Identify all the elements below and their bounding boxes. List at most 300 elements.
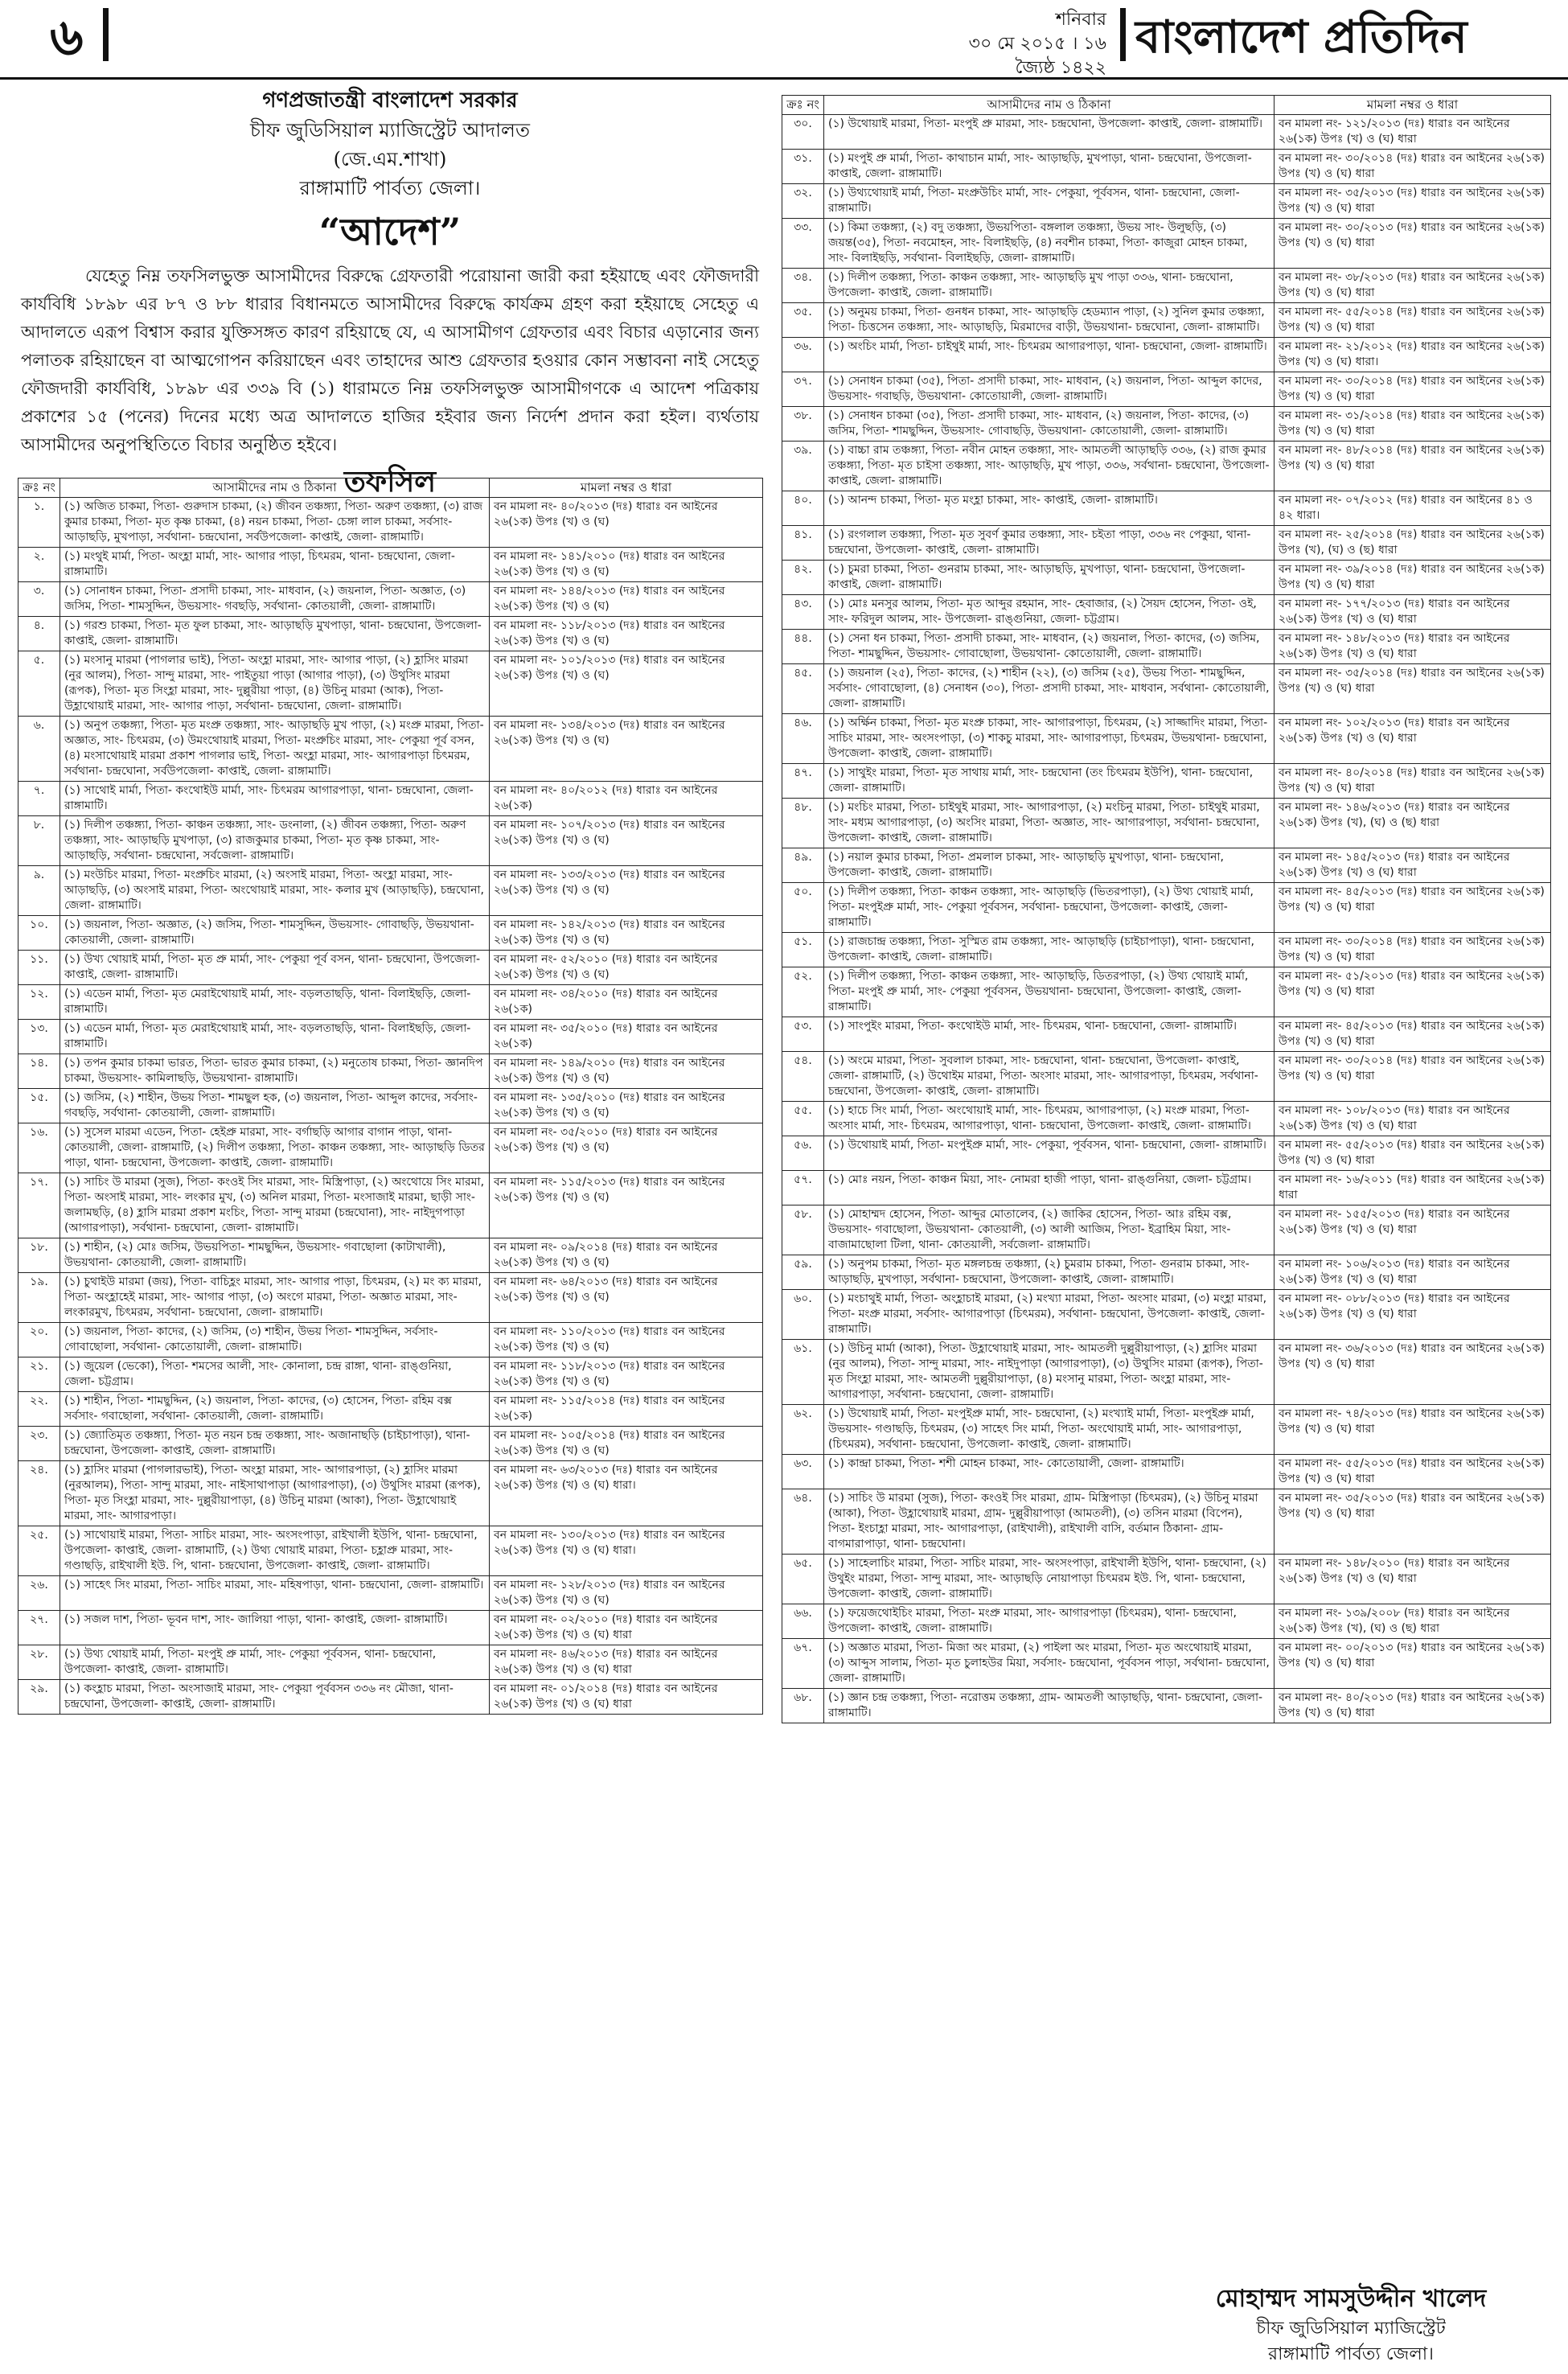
case-cell: বন মামলা নং- ১৫৫/২০১৩ (দঃ) ধারাঃ বন আইনের ২৬(১ক) উপঃ (খ) ও (ঘ) ধারা <box>1275 1205 1551 1255</box>
serial-cell: ৩৪. <box>782 269 824 303</box>
table-row <box>18 916 763 951</box>
serial-cell: ৩৫. <box>782 303 824 338</box>
table-row <box>18 717 763 782</box>
case-cell: বন মামলা নং- ১২৮/২০১৩ (দঃ) ধারাঃ বন আইনের ২৬(১ক) উপঃ (খ) ও (ঘ) <box>490 1576 763 1611</box>
table-row <box>18 1576 763 1611</box>
signatory-title: চীফ জুডিসিয়াল ম্যাজিস্ট্রেট <box>1256 2319 1446 2339</box>
table-row <box>18 1173 763 1238</box>
table-row <box>782 630 1551 664</box>
serial-cell: ৪৮. <box>782 799 824 848</box>
case-cell: বন মামলা নং- ১৪৫/২০১৩ (দঃ) ধারাঃ বন আইনের ২৬(১ক) উপঃ (খ) ও (ঘ) ধারা <box>1275 848 1551 883</box>
serial-cell: ৪৯. <box>782 848 824 883</box>
case-cell: বন মামলা নং- ৩৪/২০১০ (দঃ) ধারাঃ বন আইনের ২৬(১ক) <box>490 985 763 1020</box>
serial-cell: ৪. <box>18 617 60 651</box>
case-cell: বন মামলা নং- ১৩৯/২০০৮ (দঃ) ধারাঃ বন আইনের ২৬(১ক) উপঃ (খ), (ঘ) ও (ছ) ধারা <box>1275 1604 1551 1639</box>
left-schedule-table <box>18 478 762 1715</box>
accused-cell: (১) গরশু চাকমা, পিতা- মৃত ফুল চাকমা, সাং- আড়াছড়ি মুখপাড়া, থানা- চন্দ্রঘোনা, উপজেলা- কাপ্তাই, জেলা- রাঙ্গামাটি। <box>60 617 490 651</box>
accused-cell: (১) এডেন মার্মা, পিতা- মৃত মেরাইথোয়াই মার্মা, সাং- বড়লতাছড়ি, থানা- বিলাইছড়ি, জেলা- রাঙ্গামাটি। <box>60 1020 490 1054</box>
case-cell: বন মামলা নং- ২১/২০১২ (দঃ) ধারাঃ বন আইনের ২৬(১ক) উপঃ (খ) ও (ঘ) ধারা। <box>1275 338 1551 372</box>
serial-cell: ৭. <box>18 782 60 816</box>
case-cell: বন মামলা নং- ১৭৭/২০১৩ (দঃ) ধারাঃ বন আইনের ২৬(১ক) উপঃ (খ) ও (ঘ) ধারা <box>1275 595 1551 630</box>
case-cell: বন মামলা নং- ১৪২/২০১৩ (দঃ) ধারাঃ বন আইনের ২৬(১ক) উপঃ (খ) ও (ঘ) <box>490 916 763 951</box>
divider-bar <box>1120 8 1126 61</box>
case-cell: বন মামলা নং- ৪৮/২০১৪ (দঃ) ধারাঃ বন আইনের ২৬(১ক) উপঃ (খ) ও (ঘ) ধারা <box>1275 442 1551 491</box>
case-cell: বন মামলা নং- ৬৩/২০১৩ (দঃ) ধারাঃ বন আইনের ২৬(১ক) উপঃ (খ) ও (ঘ) ধারা। <box>490 1461 763 1526</box>
table-row <box>782 1340 1551 1405</box>
case-cell: বন মামলা নং- ৪০/২০১২ (দঃ) ধারাঃ বন আইনের ২৬(১ক) <box>490 782 763 816</box>
case-cell: বন মামলা নং- ৩৯/২০১৪ (দঃ) ধারাঃ বন আইনের ২৬(১ক) উপঃ (খ) ও (ঘ) ধারা <box>1275 561 1551 595</box>
table-row <box>782 1689 1551 1723</box>
case-cell: বন মামলা নং- ৩৫/২০১৪ (দঃ) ধারাঃ বন আইনের ২৬(১ক) উপঃ (খ) ও (ঘ) ধারা <box>1275 664 1551 714</box>
case-cell: বন মামলা নং- ১১৮/২০১৩ (দঃ) ধারাঃ বন আইনের ২৬(১ক) উপঃ (খ) ও (ঘ) <box>490 617 763 651</box>
serial-cell: ৩৮. <box>782 407 824 442</box>
serial-cell: ১৩. <box>18 1020 60 1054</box>
serial-cell: ২৬. <box>18 1576 60 1611</box>
case-cell: বন মামলা নং- ৬৪/২০১৩ (দঃ) ধারাঃ বন আইনের ২৬(১ক) উপঃ (খ) ও (ঘ) <box>490 1273 763 1323</box>
table-row <box>18 1427 763 1461</box>
serial-cell: ১৭. <box>18 1173 60 1238</box>
table-row <box>18 1123 763 1173</box>
table-row <box>18 951 763 985</box>
case-cell: বন মামলা নং- ০১/২০১৪ (দঃ) ধারাঃ বন আইনের ২৬(১ক) উপঃ (খ) ও (ঘ) ধারা <box>490 1680 763 1715</box>
table-row <box>18 1526 763 1576</box>
case-cell: বন মামলা নং- ১৪৮/২০১০ (দঃ) ধারাঃ বন আইনের ২৬(১ক) উপঃ (খ) ও (ঘ) ধারা <box>1275 1555 1551 1604</box>
accused-cell: (১) সাহেৎ সিং মারমা, পিতা- সাচিং মারমা, সাং- মহিষপাড়া, থানা- চন্দ্রঘোনা, জেলা- রাঙ্গামাটি। <box>60 1576 490 1611</box>
table-row <box>782 1136 1551 1171</box>
case-cell: বন মামলা নং- ১৪৪/২০১৩ (দঃ) ধারাঃ বন আইনের ২৬(১ক) উপঃ (খ) ও (ঘ) <box>490 582 763 617</box>
left-table-body <box>18 498 763 1715</box>
serial-cell: ৬৬. <box>782 1604 824 1639</box>
serial-cell: ১. <box>18 498 60 548</box>
case-cell: বন মামলা নং- ১০১/২০১৩ (দঃ) ধারাঃ বন আইনের ২৬(১ক) উপঃ (খ) ও (ঘ) <box>490 651 763 717</box>
case-cell: বন মামলা নং- ০৮৮/২০১৩ (দঃ) ধারাঃ বন আইনের ২৬(১ক) উপঃ (খ) ও (ঘ) ধারা <box>1275 1290 1551 1340</box>
accused-cell: (১) চুমরা চাকমা, পিতা- গুনরাম চাকমা, সাং- আড়াছড়ি, মুখপাড়া, থানা- চন্দ্রঘোনা, উপজেলা- কাপ্তাই, জেলা- রাঙ্গামাটি। <box>824 561 1275 595</box>
serial-cell: ৫৮. <box>782 1205 824 1255</box>
table-row <box>782 372 1551 407</box>
serial-cell: ১০. <box>18 916 60 951</box>
serial-cell: ৬০. <box>782 1290 824 1340</box>
serial-cell: ৪৭. <box>782 764 824 799</box>
table-row <box>782 848 1551 883</box>
accused-cell: (১) অর্ক্ষিন চাকমা, পিতা- মৃত মংপ্রু চাকমা, সাং- আগারপাড়া, চিৎমরম, (২) সাজ্জাদিং মারমা, পিতা- সাচিং মারমা, সাং- অংসংপাড়া, (৩) শাকচু মারমা, সাং- আগারপাড়া, চিৎমরম, উভয়থানা- চন্দ্রঘোনা, উপজেলা- কাপ্তাই, জেলা- রাঙ্গামাটি। <box>824 714 1275 764</box>
serial-cell: ৬৭. <box>782 1639 824 1689</box>
case-cell: বন মামলা নং- ৭৪/২০১৩ (দঃ) ধারাঃ বন আইনের ২৬(১ক) উপঃ (খ) ও (ঘ) ধারা <box>1275 1405 1551 1455</box>
accused-cell: (১) মোঃ নয়ন, পিতা- কাঞ্চন মিয়া, সাং- নোমরা হাজী পাড়া, থানা- রাঙ্গুনিয়া, জেলা- চট্টগ্রাম। <box>824 1171 1275 1205</box>
table-row <box>18 617 763 651</box>
case-cell: বন মামলা নং- ১৪৮/২০১৩ (দঃ) ধারাঃ বন আইনের ২৬(১ক) উপঃ (খ) ও (ঘ) ধারা <box>1275 630 1551 664</box>
accused-cell: (১) মংচিং মারমা, পিতা- চাইথুই মারমা, সাং- আগারপাড়া, (২) মংচিনু মারমা, পিতা- চাইথুই মারমা, সাং- মধ্যম আগারপাড়া, (৩) অংসিং মারমা, পিতা- অজ্ঞাত, সাং- আগারপাড়া, সর্বথানা- চন্দ্রঘোনা, উপজেলা- কাপ্তাই, জেলা- রাঙ্গামাটি। <box>824 799 1275 848</box>
accused-cell: (১) উথোয়াই মারমা, পিতা- মংপুই প্রু মারমা, সাং- চন্দ্রঘোনা, উপজেলা- কাপ্তাই, জেলা- রাঙ্গামাটি। <box>824 115 1275 150</box>
newspaper-logo: বাংলাদেশ প্রতিদিন <box>1135 10 1467 64</box>
accused-cell: (১) জ্ঞান চন্দ্র তঞ্চঙ্গ্যা, পিতা- নরোত্তম তঞ্চঙ্গ্যা, গ্রাম- আমতলী আড়াছড়ি, থানা- চন্দ্রঘোনা, জেলা- রাঙ্গামাটি। <box>824 1689 1275 1723</box>
serial-cell: ২৫. <box>18 1526 60 1576</box>
case-cell: বন মামলা নং- ১৪৬/২০১৩ (দঃ) ধারাঃ বন আইনের ২৬(১ক) উপঃ (খ), (ঘ) ও (ছ) ধারা <box>1275 799 1551 848</box>
table-row <box>18 582 763 617</box>
table-row <box>782 1255 1551 1290</box>
serial-cell: ৪৬. <box>782 714 824 764</box>
case-cell: বন মামলা নং- ৩০/২০১৪ (দঃ) ধারাঃ বন আইনের ২৬(১ক) উপঃ (খ) ও (ঘ) ধারা <box>1275 1052 1551 1102</box>
serial-cell: ৬১. <box>782 1340 824 1405</box>
accused-cell: (১) দিলীপ তঞ্চঙ্গ্যা, পিতা- কাঞ্চন তঞ্চঙ্গ্যা, সাং- আড়াছড়ি (ভিতরপাড়া), (২) উথ্য থোয়াই মার্মা, পিতা- মংপুইপ্রু মার্মা, সাং- পেকুয়া পূর্ববসন, সর্বথানা- চন্দ্রঘোনা, উপজেলা- কাপ্তাই, জেলা- রাঙ্গামাটি। <box>824 883 1275 933</box>
serial-cell: ৩৯. <box>782 442 824 491</box>
case-cell: বন মামলা নং- ১০৮/২০১৩ (দঃ) ধারাঃ বন আইনের ২৬(১ক) উপঃ (খ) ও (ঘ) ধারা <box>1275 1102 1551 1136</box>
table-row <box>18 651 763 717</box>
accused-cell: (১) অংমে মারমা, পিতা- সুবলাল চাকমা, সাং- চন্দ্রঘোনা, থানা- চন্দ্রঘোনা, উপজেলা- কাপ্তাই, জেলা- রাঙ্গামাটি, (২) উথোইম মারমা, পিতা- অংসাং মারমা, সাং- আগারপাড়া, চিৎমরম, সর্বথানা- চন্দ্রঘোনা, উপজেলা- কাপ্তাই, জেলা- রাঙ্গামাটি। <box>824 1052 1275 1102</box>
accused-cell: (১) মংথুই মার্মা, পিতা- অংহ্লা মার্মা, সাং- আগার পাড়া, চিৎমরম, থানা- চন্দ্রঘোনা, জেলা- রাঙ্গামাটি। <box>60 548 490 582</box>
serial-cell: ৬. <box>18 717 60 782</box>
accused-cell: (১) সেনা ধন চাকমা, পিতা- প্রসাদী চাকমা, সাং- মাধবান, (২) জয়নাল, পিতা- কাদের, (৩) জসিম, পিতা- শামছুদ্দিন, উভয়সাং- গোবাছোলা, উভয়থানা- কোতোয়ালী, জেলা- রাঙ্গামাটি। <box>824 630 1275 664</box>
table-row <box>782 219 1551 269</box>
table-row <box>18 1461 763 1526</box>
serial-cell: ২৩. <box>18 1427 60 1461</box>
accused-cell: (১) মংপুই প্রু মার্মা, পিতা- কাথাচান মার্মা, সাং- আড়াছড়ি, মুখপাড়া, থানা- চন্দ্রঘোনা, উপজেলা- কাপ্তাই, জেলা- রাঙ্গামাটি। <box>824 150 1275 184</box>
table-row <box>18 816 763 866</box>
table-row <box>782 1604 1551 1639</box>
case-cell: বন মামলা নং- ৪৫/২০১৩ (দঃ) ধারাঃ বন আইনের ২৬(১ক) উপঃ (খ) ও (ঘ) ধারা <box>1275 883 1551 933</box>
table-row <box>18 1323 763 1357</box>
table-row <box>782 967 1551 1017</box>
case-cell: বন মামলা নং- ১০৫/২০১৪ (দঃ) ধারাঃ বন আইনের ২৬(১ক) উপঃ (খ) ও (ঘ) <box>490 1427 763 1461</box>
serial-cell: ৩৬. <box>782 338 824 372</box>
case-cell: বন মামলা নং- ৩৫/২০১০ (দঃ) ধারাঃ বন আইনের ২৬(১ক) উপঃ (খ) ও (ঘ) <box>490 1123 763 1173</box>
case-cell: বন মামলা নং- ৪০/২০১৪ (দঃ) ধারাঃ বন আইনের ২৬(১ক) উপঃ (খ) ও (ঘ) ধারা <box>1275 764 1551 799</box>
case-cell: বন মামলা নং- ৪৫/২০১৩ (দঃ) ধারাঃ বন আইনের ২৬(১ক) উপঃ (খ) ও (ঘ) ধারা <box>1275 1017 1551 1052</box>
case-cell: বন মামলা নং- ০২/২০১০ (দঃ) ধারাঃ বন আইনের ২৬(১ক) উপঃ (খ) ও (ঘ) ধারা <box>490 1611 763 1645</box>
serial-cell: ২. <box>18 548 60 582</box>
accused-cell: (১) রংগলাল তঞ্চঙ্গ্যা, পিতা- মৃত সুবর্ণ কুমার তঞ্চঙ্গ্যা, সাং- চইতা পাড়া, ৩৩৬ নং পেকুয়া, থানা- চন্দ্রঘোনা, উপজেলা- কাপ্তাই, জেলা- রাঙ্গামাটি। <box>824 526 1275 561</box>
serial-cell: ১১. <box>18 951 60 985</box>
serial-cell: ৫১. <box>782 933 824 967</box>
schedule-title: তফসিল <box>343 465 437 499</box>
serial-cell: ৩৭. <box>782 372 824 407</box>
serial-cell: ৫৫. <box>782 1102 824 1136</box>
table-row <box>782 714 1551 764</box>
case-cell: বন মামলা নং- ৩৮/২০১৩ (দঃ) ধারাঃ বন আইনের ২৬(১ক) উপঃ (খ) ও (ঘ) ধারা <box>1275 269 1551 303</box>
table-header-row <box>782 96 1551 115</box>
notice-header <box>18 85 762 504</box>
column-header-accused: আসামীদের নাম ও ঠিকানা <box>60 478 490 498</box>
table-row <box>782 1489 1551 1555</box>
case-cell: বন মামলা নং- ০৭/২০১২ (দঃ) ধারাঃ বন আইনের ৪১ ও ৪২ ধারা। <box>1275 491 1551 526</box>
serial-cell: ৬৮. <box>782 1689 824 1723</box>
case-cell: বন মামলা নং- ৩৫/২০১৩ (দঃ) ধারাঃ বন আইনের ২৬(১ক) উপঃ (খ) ও (ঘ) ধারা <box>1275 1489 1551 1555</box>
accused-cell: (১) শাহীন, (২) মোঃ জসিম, উভয়পিতা- শামছুদ্দিন, উভয়সাং- গবাছোলা (কাটাখালী), উভয়থানা- কোতয়ালী, জেলা- রাঙ্গামাটি। <box>60 1238 490 1273</box>
case-cell: বন মামলা নং- ৫৫/২০১৪ (দঃ) ধারাঃ বন আইনের ২৬(১ক) উপঃ (খ) ও (ঘ) ধারা <box>1275 303 1551 338</box>
serial-cell: ৬৫. <box>782 1555 824 1604</box>
case-cell: বন মামলা নং- ৩৬/২০১৩ (দঃ) ধারাঃ বন আইনের ২৬(১ক) উপঃ (খ) ও (ঘ) ধারা <box>1275 1340 1551 1405</box>
case-cell: বন মামলা নং- ১৪৯/২০১০ (দঃ) ধারাঃ বন আইনের ২৬(১ক) উপঃ (খ) ও (ঘ) <box>490 1054 763 1089</box>
masthead <box>0 0 1568 80</box>
serial-cell: ৯. <box>18 866 60 916</box>
table-row <box>782 1102 1551 1136</box>
case-cell: বন মামলা নং- ৩১/২০১৪ (দঃ) ধারাঃ বন আইনের ২৬(১ক) উপঃ (খ) ও (ঘ) ধারা <box>1275 407 1551 442</box>
accused-cell: (১) শাহীন, পিতা- শামছুদ্দিন, (২) জয়নাল, পিতা- কাদের, (৩) হোসেন, পিতা- রহিম বক্স সর্বসাং- গবাছোলা, সর্বথানা- কোতয়ালী, জেলা- রাঙ্গামাটি। <box>60 1392 490 1427</box>
serial-cell: ৮. <box>18 816 60 866</box>
serial-cell: ৫৩. <box>782 1017 824 1052</box>
accused-cell: (১) দিলীপ তঞ্চঙ্গ্যা, পিতা- কাঞ্চন তঞ্চঙ্গ্যা, সাং- আড়াছড়ি মুখ পাড়া ৩৩৬, থানা- চন্দ্রঘোনা, উপজেলা- কাপ্তাই, জেলা- রাঙ্গামাটি। <box>824 269 1275 303</box>
accused-cell: (১) মোঃ মনসুর আলম, পিতা- মৃত আব্দুর রহমান, সাং- হেবাজার, (২) সৈয়দ হোসেন, পিতা- ওই, সাং- ফরিদুল আলম, সাং- উপজেলা- রাঙ্গুনিয়া, জেলা- চট্টগ্রাম। <box>824 595 1275 630</box>
accused-cell: (১) জয়নাল (২৫), পিতা- কাদের, (২) শাহীন (২২), (৩) জসিম (২৫), উভয় পিতা- শামছুদ্দিন, সর্বসাং- গোবাছোলা, (৪) সেনাধন (৩০), পিতা- প্রসাদী চাকমা, সাং- মাধবান, সর্বথানা- কোতোয়ালী, জেলা- রাঙ্গামাটি। <box>824 664 1275 714</box>
district-line: রাঙ্গামাটি পার্বত্য জেলা। <box>299 177 481 199</box>
case-cell: বন মামলা নং- ১৩০/২০১৩ (দঃ) ধারাঃ বন আইনের ২৬(১ক) উপঃ (খ) ও (ঘ) ধারা। <box>490 1526 763 1576</box>
serial-cell: ২০. <box>18 1323 60 1357</box>
table-row <box>782 1405 1551 1455</box>
accused-cell: (১) অনুময় চাকমা, পিতা- গুনধন চাকমা, সাং- আড়াছড়ি হেডম্যান পাড়া, (২) সুনিল কুমার তঞ্চঙ্গ্যা, পিতা- চিত্তসেন তঞ্চঙ্গ্যা, সাং- আড়াছড়ি, মিরমাদের বাড়ী, উভয়থানা- চন্দ্রঘোনা, জেলা- রাঙ্গামাটি। <box>824 303 1275 338</box>
accused-cell: (১) বাচ্চা রাম তঞ্চঙ্গ্যা, পিতা- নবীন মোহন তঞ্চঙ্গ্যা, সাং- আমতলী আড়াছড়ি ৩৩৬, (২) রাজ কুমার তঞ্চঙ্গ্যা, পিতা- মৃত চাইসা তঞ্চঙ্গ্যা, সাং- আড়াছড়ি, মুখ পাড়া, ৩৩৬, সর্বথানা- চন্দ্রঘোনা, উপজেলা- কাপ্তাই, জেলা- রাঙ্গামাটি। <box>824 442 1275 491</box>
table-row <box>18 1645 763 1680</box>
case-cell: বন মামলা নং- ১৩৪/২০১৩ (দঃ) ধারাঃ বন আইনের ২৬(১ক) উপঃ (খ) ও (ঘ) <box>490 717 763 782</box>
serial-cell: ১৮. <box>18 1238 60 1273</box>
accused-cell: (১) জয়নাল, পিতা- কাদের, (২) জসিম, (৩) শাহীন, উভয় পিতা- শামসুদ্দিন, সর্বসাং- গোবাছোলা, সর্বথানা- কোতোয়ালী, জেলা- রাঙ্গামাটি। <box>60 1323 490 1357</box>
accused-cell: (১) অনুপ তঞ্চঙ্গ্যা, পিতা- মৃত মংপ্রু তঞ্চঙ্গ্যা, সাং- আড়াছড়ি মুখ পাড়া, (২) মংপ্রু মারমা, পিতা- অজ্ঞাত, সাং- চিৎমরম, (৩) উমংথোয়াই মারমা, পিতা- মংপ্রুচিং মারমা, সাং- পেকুয়া পূর্ব বসন, (৪) মংসাথোয়াই মারমা প্রকাশ পাগলার ভাই, পিতা- অংহ্লা মারমা, সাং- আগারপাড়া চিৎমরম, সর্বথানা- চন্দ্রঘোনা, সর্বউপজেলা- কাপ্তাই, জেলা- রাঙ্গামাটি। <box>60 717 490 782</box>
table-row <box>782 1455 1551 1489</box>
serial-cell: ২২. <box>18 1392 60 1427</box>
table-row <box>782 407 1551 442</box>
serial-cell: ৫. <box>18 651 60 717</box>
serial-cell: ১৯. <box>18 1273 60 1323</box>
divider-bar <box>103 8 109 61</box>
serial-cell: ৪৩. <box>782 595 824 630</box>
date-label: ৩০ মে ২০১৫ । ১৬ জ্যৈষ্ঠ ১৪২২ <box>968 34 1106 78</box>
case-cell: বন মামলা নং- ০০/২০১৩ (দঃ) ধারাঃ বন আইনের ২৬(১ক) উপঃ (খ) ও (ঘ) ধারা <box>1275 1639 1551 1689</box>
serial-cell: ২৮. <box>18 1645 60 1680</box>
table-row <box>782 150 1551 184</box>
serial-cell: ৫৪. <box>782 1052 824 1102</box>
serial-cell: ৬২. <box>782 1405 824 1455</box>
case-cell: বন মামলা নং- ১২১/২০১৩ (দঃ) ধারাঃ বন আইনের ২৬(১ক) উপঃ (খ) ও (ঘ) ধারা <box>1275 115 1551 150</box>
case-cell: বন মামলা নং- ১৪১/২০১০ (দঃ) ধারাঃ বন আইনের ২৬(১ক) উপঃ (খ) ও (ঘ) <box>490 548 763 582</box>
case-cell: বন মামলা নং- ১১৫/২০১৪ (দঃ) ধারাঃ বন আইনের ২৬(১ক) <box>490 1392 763 1427</box>
accused-cell: (১) সাচিং উ মারমা (সুজ), পিতা- কংওই সিং মারমা, গ্রাম- মিস্ত্রিপাড়া (চিৎমরম), (২) উচিনু মারমা (আকা), পিতা- উহ্লাথোয়াই মারমা, গ্রাম- দুল্লুরীয়াপাড়া (আমতলী), (৩) তসিন মারমা (বিপেন), পিতা- ইংচাহ্লা মারমা, সাং- আগারপাড়া, (রাইখালী), রাইখালী বাসি, বর্তমান ঠিকানা- গ্রাম- বাগমারাপাড়া, থানা- চন্দ্রঘোনা। <box>824 1489 1275 1555</box>
accused-cell: (১) দিলীপ তঞ্চঙ্গ্যা, পিতা- কাঞ্চন তঞ্চঙ্গ্যা, সাং- ডংনালা, (২) জীবন তঞ্চঙ্গ্যা, পিতা- অরুণ তঞ্চঙ্গ্যা, সাং- আড়াছড়ি মুখপাড়া, (৩) রাজকুমার চাকমা, পিতা- মৃত কৃষ্ণ চাকমা, সাং- আড়াছড়ি, সর্বথানা- চন্দ্রঘোনা, সর্বজেলা- রাঙ্গামাটি। <box>60 816 490 866</box>
serial-cell: ১২. <box>18 985 60 1020</box>
serial-cell: ৫৬. <box>782 1136 824 1171</box>
accused-cell: (১) উখ্য থোয়াই মার্মা, পিতা- মৃত প্রু মার্মা, সাং- পেকুয়া পূর্ব বসন, থানা- চন্দ্রঘোনা, উপজেলা- কাপ্তাই, জেলা- রাঙ্গামাটি। <box>60 951 490 985</box>
accused-cell: (১) নয়াল কুমার চাকমা, পিতা- প্রমলাল চাকমা, সাং- আড়াছড়ি মুখপাড়া, থানা- চন্দ্রঘোনা, উপজেলা- কাপ্তাই, জেলা- রাঙ্গামাটি। <box>824 848 1275 883</box>
accused-cell: (১) হাচে সিং মার্মা, পিতা- অংথোয়াই মার্মা, সাং- চিৎমরম, আগারপাড়া, (২) মংপ্রু মারমা, পিতা- অংসাং মার্মা, সাং- চিৎমরম, আগারপাড়া, থানা- চন্দ্রঘোনা, উপজেলা- কাপ্তাই, জেলা- রাঙ্গামাটি। <box>824 1102 1275 1136</box>
accused-cell: (১) তপন কুমার চাকমা ভারত, পিতা- ভারত কুমার চাকমা, (২) মনুতোষ চাকমা, পিতা- জ্ঞানদিপ চাকমা, উভয়সাং- কামিলাছড়ি, উভয়থানা- রাঙ্গামাটি। <box>60 1054 490 1089</box>
accused-cell: (১) সোনাধন চাকমা, পিতা- প্রসাদী চাকমা, সাং- মাধবান, (২) জয়নাল, পিতা- অজ্ঞাত, (৩) জসিম, পিতা- শামসুদ্দিন, উভয়সাং- গবছড়ি, সর্বথানা- কোতয়ালী, জেলা- রাঙ্গামাটি। <box>60 582 490 617</box>
table-row <box>782 526 1551 561</box>
table-row <box>18 866 763 916</box>
table-row <box>18 1273 763 1323</box>
table-row <box>18 1054 763 1089</box>
accused-cell: (১) জুয়েল (ভেকো), পিতা- শমসের আলী, সাং- কোনালা, চন্দ্র রাঙ্গা, থানা- রাঙ্গুনিয়া, জেলা- চট্টগ্রাম। <box>60 1357 490 1392</box>
accused-cell: (১) জ্যোতিমৃত তঞ্চঙ্গ্যা, পিতা- মৃত নয়ন চন্দ্র তঞ্চঙ্গ্যা, সাং- অজানাছড়ি (চাইচাপাড়া), থানা- চন্দ্রঘোনা, উপজেলা- কাপ্তাই, জেলা- রাঙ্গামাটি। <box>60 1427 490 1461</box>
serial-cell: ৩১. <box>782 150 824 184</box>
case-cell: বন মামলা নং- ৩০/২০১৩ (দঃ) ধারাঃ বন আইনের ২৬(১ক) উপঃ (খ) ও (ঘ) ধারা <box>1275 219 1551 269</box>
accused-cell: (১) সেনাধন চাকমা (৩৫), পিতা- প্রসাদী চাকমা, সাং- মাধবান, (২) জয়নাল, পিতা- আব্দুল কাদের, উভয়সাং- গবাছড়ি, উভয়থানা- কোতোয়ালী, জেলা- রাঙ্গামাটি। <box>824 372 1275 407</box>
column-header-serial: ক্রঃ নং <box>18 478 60 498</box>
accused-cell: (১) কান্দ্রা চাকমা, পিতা- শশী মোহন চাকমা, সাং- কোতোয়ালী, জেলা- রাঙ্গামাটি। <box>824 1455 1275 1489</box>
accused-cell: (১) ফয়েজথোইচিং মারমা, পিতা- মংপ্রু মারমা, সাং- আগারপাড়া (চিৎমরম), থানা- চন্দ্রঘোনা, উপজেলা- কাপ্তাই, জেলা- রাঙ্গামাটি। <box>824 1604 1275 1639</box>
accused-cell: (১) সেনাধন চাকমা (৩৫), পিতা- প্রসাদী চাকমা, সাং- মাধবান, (২) জয়নাল, পিতা- কাদের, (৩) জসিম, পিতা- শামছুদ্দিন, উভয়সাং- গোবাছড়ি, উভয়থানা- কোতোয়ালী, জেলা- রাঙ্গামাটি। <box>824 407 1275 442</box>
table-row <box>18 548 763 582</box>
table-row <box>782 764 1551 799</box>
table-row <box>782 799 1551 848</box>
signatory-location: রাঙ্গামাটি পার্বত্য জেলা। <box>1267 2344 1434 2364</box>
column-header-serial: ক্রঃ নং <box>782 96 824 115</box>
table-row <box>782 883 1551 933</box>
table-row <box>782 303 1551 338</box>
order-body: যেহেতু নিম্ন তফসিলভুক্ত আসামীদের বিরুদ্ধে গ্রেফতারী পরোয়ানা জারী করা হইয়াছে এবং ফৌজদারী কার্যবিধি ১৮৯৮ এর ৮৭ ও ৮৮ ধারার বিধানমতে আসামীদের বিরুদ্ধে কার্যক্রম গ্রহণ করা হইয়াছে সেহেতু এ আদালতে এরূপ বিশ্বাস করার যুক্তিসঙ্গত কারণ রহিয়াছে যে, এ আসামীগণ গ্রেফতার এবং বিচার এড়ানোর জন্য পলাতক রহিয়াছেন বা আত্মগোপন করিয়াছেন এবং তাহাদের আশু গ্রেফতার হওয়ার কোন সম্ভাবনা নাই সেহেতু ফৌজদারী কার্যবিধি, ১৮৯৮ এর ৩৩৯ বি (১) ধারামতে নিম্ন তফসিলভুক্ত আসামীগণকে এ আদেশ পত্রিকায় প্রকাশের ১৫ (পনের) দিনের মধ্যে অত্র আদালতে হাজির হইবার জন্য নির্দেশ প্রদান করা হইল। ব্যর্থতায় আসামীদের অনুপস্থিতিতে বিচার অনুষ্ঠিত হইবে। <box>21 266 759 454</box>
serial-cell: ৪২. <box>782 561 824 595</box>
table-row <box>782 595 1551 630</box>
case-cell: বন মামলা নং- ৫১/২০১৩ (দঃ) ধারাঃ বন আইনের ২৬(১ক) উপঃ (খ) ও (ঘ) ধারা <box>1275 967 1551 1017</box>
court-line: চীফ জুডিসিয়াল ম্যাজিস্ট্রেট আদালত <box>250 119 530 142</box>
accused-cell: (১) এডেন মার্মা, পিতা- মৃত মেরাইথোয়াই মার্মা, সাং- বড়লতাছড়ি, থানা- বিলাইছড়ি, জেলা- রাঙ্গামাটি। <box>60 985 490 1020</box>
right-schedule-table <box>782 95 1550 1723</box>
accused-cell: (১) আনন্দ চাকমা, পিতা- মৃত মংহ্লা চাকমা, সাং- কাপ্তাই, জেলা- রাঙ্গামাটি। <box>824 491 1275 526</box>
accused-cell: (১) সাথোই মার্মা, পিতা- কংথোইউ মার্মা, সাং- চিৎমরম আগারপাড়া, থানা- চন্দ্রঘোনা, জেলা- রাঙ্গামাটি। <box>60 782 490 816</box>
accused-cell: (১) অজিত চাকমা, পিতা- গুরুদাস চাকমা, (২) জীবন তঞ্চঙ্গ্যা, পিতা- অরুণ তঞ্চঙ্গ্যা, (৩) রাজ কুমার চাকমা, পিতা- মৃত কৃষ্ণ চাকমা, (৪) নয়ন চাকমা, পিতা- চেঙ্গা লাল চাকমা, সর্বসাং- আড়াছড়ি, মুখপাড়া, সর্বথানা- চন্দ্রঘোনা, সর্বউপজেলা- কাপ্তাই, জেলা- রাঙ্গামাটি। <box>60 498 490 548</box>
table-row <box>18 782 763 816</box>
case-cell: বন মামলা নং- ৪০/২০১৩ (দঃ) ধারাঃ বন আইনের ২৬(১ক) উপঃ (খ) ও (ঘ) ধারা <box>1275 1689 1551 1723</box>
case-cell: বন মামলা নং- ১৩৫/২০১০ (দঃ) ধারাঃ বন আইনের ২৬(১ক) উপঃ (খ) ও (ঘ) <box>490 1089 763 1123</box>
case-cell: বন মামলা নং- ৩০/২০১৪ (দঃ) ধারাঃ বন আইনের ২৬(১ক) উপঃ (খ) ও (ঘ) ধারা <box>1275 933 1551 967</box>
serial-cell: ১৬. <box>18 1123 60 1173</box>
day-label: শনিবার <box>1055 10 1106 30</box>
government-line: গণপ্রজাতন্ত্রী বাংলাদেশ সরকার <box>262 88 518 113</box>
order-title: “আদেশ” <box>318 210 462 253</box>
case-cell: বন মামলা নং- ০৯/২০১৪ (দঃ) ধারাঃ বন আইনের ২৬(১ক) উপঃ (খ) ও (ঘ) <box>490 1238 763 1273</box>
serial-cell: ৪০. <box>782 491 824 526</box>
case-cell: বন মামলা নং- ১০২/২০১৩ (দঃ) ধারাঃ বন আইনের ২৬(১ক) উপঃ (খ) ও (ঘ) ধারা <box>1275 714 1551 764</box>
accused-cell: (১) উচিনু মার্মা (আকা), পিতা- উহ্লাথোয়াই মারমা, সাং- আমতলী দুল্লুরীয়াপাড়া, (২) হ্লাসিং মারমা (নুর আলম), পিতা- সান্দু মারমা, সাং- নাইদুপাড়া (আগারপাড়া), (৩) উথুসিং মারমা (রূপক), পিতা- মৃত সিংহ্লা মারমা, সাং- আমতলী দুল্লুরীয়াপাড়া, (৪) মংসানু মারমা, পিতা- অংহ্লা মারমা, সাং- আগারপাড়া, সর্বথানা- চন্দ্রঘোনা, জেলা- রাঙ্গামাটি। <box>824 1340 1275 1405</box>
accused-cell: (১) মংউচিং মারমা, পিতা- মংপ্রুচিং মারমা, (২) অংসাই মারমা, পিতা- অংহ্লা মারমা, সাং- আড়াছড়ি, (৩) অংসাই মারমা, পিতা- অংথোয়াই মারমা, সাং- কলার মুখ (আড়াছড়ি), চন্দ্রঘোনা, জেলা- রাঙ্গামাটি। <box>60 866 490 916</box>
table-row <box>782 664 1551 714</box>
case-cell: বন মামলা নং- ৫৫/২০১৩ (দঃ) ধারাঃ বন আইনের ২৬(১ক) উপঃ (খ) ও (ঘ) ধারা <box>1275 1136 1551 1171</box>
table-row <box>18 1357 763 1392</box>
accused-cell: (১) উথোয়াই মার্মা, পিতা- মংপুইপ্রু মার্মা, সাং- চন্দ্রঘোনা, (২) মংখ্যাই মার্মা, পিতা- মংপুইপ্রু মার্মা, উভয়সাং- গণ্ডাছড়ি, চিৎমরম, (৩) সাহেৎ সিং মার্মা, পিতা- অংথোয়াই মার্মা, সাং- আগারপাড়া, (চিৎমরম), সর্বথানা- চন্দ্রঘোনা, উপজেলা- কাপ্তাই, জেলা- রাঙ্গামাটি। <box>824 1405 1275 1455</box>
accused-cell: (১) সাথুইং মারমা, পিতা- মৃত সাথায় মার্মা, সাং- চন্দ্রঘোনা (তং চিৎমরম ইউপি), থানা- চন্দ্রঘোনা, জেলা- রাঙ্গামাটি। <box>824 764 1275 799</box>
serial-cell: ৫৭. <box>782 1171 824 1205</box>
court-header <box>18 85 762 203</box>
table-row <box>782 338 1551 372</box>
accused-cell: (১) উথ্যথোয়াই মার্মা, পিতা- মংপ্রুউচিং মার্মা, সাং- পেকুয়া, পূর্ববসন, থানা- চন্দ্রঘোনা, জেলা- রাঙ্গামাটি। <box>824 184 1275 219</box>
serial-cell: ১৫. <box>18 1089 60 1123</box>
case-cell: বন মামলা নং- ৩০/২০১৪ (দঃ) ধারাঃ বন আইনের ২৬(১ক) উপঃ (খ) ও (ঘ) ধারা <box>1275 372 1551 407</box>
serial-cell: ৫০. <box>782 883 824 933</box>
case-cell: বন মামলা নং- ১০৬/২০১৩ (দঃ) ধারাঃ বন আইনের ২৬(১ক) উপঃ (খ) ও (ঘ) ধারা <box>1275 1255 1551 1290</box>
table-row <box>782 561 1551 595</box>
case-cell: বন মামলা নং- ৪৬/২০১৩ (দঃ) ধারাঃ বন আইনের ২৬(১ক) উপঃ (খ) ও (ঘ) ধারা <box>490 1645 763 1680</box>
accused-cell: (১) হ্লাসিং মারমা (পাগলারভাই), পিতা- অংহ্লা মারমা, সাং- আগারপাড়া, (২) হ্লাসিং মারমা (নুরআলম), পিতা- সান্দু মারমা, সাং- নাইসাথাপাড়া (আগারপাড়া), (৩) উথুসিং মারমা (রূপক), পিতা- মৃত সিংহ্লা মারমা, সাং- দুল্লুরীয়াপাড়া, (৪) উচিনু মারমা (আকা), পিতা- উহ্লাথোয়াই মারমা, সাং- আগারপাড়া। <box>60 1461 490 1526</box>
accused-cell: (১) দিলীপ তঞ্চঙ্গ্যা, পিতা- কাঞ্চন তঞ্চঙ্গ্যা, সাং- আড়াছড়ি, ডিতরপাড়া, (২) উথ্য থোয়াই মার্মা, পিতা- মংপুই প্রু মার্মা, সাং- পেকুয়া পূর্ববসন, উভয়থানা- চন্দ্রঘোনা, উপজেলা- কাপ্তাই, জেলা- রাঙ্গামাটি। <box>824 967 1275 1017</box>
table-row <box>782 1205 1551 1255</box>
column-header-accused: আসামীদের নাম ও ঠিকানা <box>824 96 1275 115</box>
accused-cell: (১) সাথোয়াই মারমা, পিতা- সাচিং মারমা, সাং- অংসংপাড়া, রাইখালী ইউপি, থানা- চন্দ্রঘোনা, উপজেলা- কাপ্তাই, জেলা- রাঙ্গামাটি, (২) উথ্য থোয়াই মারমা, পিতা- চহ্লাপ্রু মারমা, সাং- গণ্ডাছড়ি, রাইখালী ইউ. পি, থানা- চন্দ্রঘোনা, উপজেলা- কাপ্তাই, জেলা- রাঙ্গামাটি। <box>60 1526 490 1576</box>
page-number: ৬ <box>50 7 84 68</box>
accused-cell: (১) চুথাইউ মারমা (জয়), পিতা- বাচিহ্লং মারমা, সাং- আগার পাড়া, চিৎমরম, (২) মং ক্য মারমা, পিতা- অংহ্লাহেই মারমা, সাং- আগার পাড়া, (৩) অংগে মারমা, পিতা- অজ্ঞাত মারমা, সাং- লংকারমুখ, চিৎমরম, সর্বথানা- চন্দ্রঘোনা, জেলা- রাঙ্গামাটি। <box>60 1273 490 1323</box>
serial-cell: ৩০. <box>782 115 824 150</box>
accused-cell: (১) সাহেলাচিং মারমা, পিতা- সাচিং মারমা, সাং- অংসংপাড়া, রাইখালী ইউপি, থানা- চন্দ্রঘোনা, (২) উথুইং মারমা, পিতা- সান্দু মারমা, সাং- আড়াছড়ি নোয়াপাড়া চিৎমরম ইউ. পি, থানা- চন্দ্রঘোনা, উপজেলা- কাপ্তাই, জেলা- রাঙ্গামাটি। <box>824 1555 1275 1604</box>
case-cell: বন মামলা নং- ১৬/২০১১ (দঃ) ধারাঃ বন আইনের ২৬(১ক) ধারা <box>1275 1171 1551 1205</box>
serial-cell: ২১. <box>18 1357 60 1392</box>
serial-cell: ৩৩. <box>782 219 824 269</box>
case-cell: বন মামলা নং- ৫৫/২০১৩ (দঃ) ধারাঃ বন আইনের ২৬(১ক) উপঃ (খ) ও (ঘ) ধারা <box>1275 1455 1551 1489</box>
table-row <box>782 1171 1551 1205</box>
table-row <box>782 1290 1551 1340</box>
accused-cell: (১) কংহ্লাচ মারমা, পিতা- অংসাজাই মারমা, সাং- পেকুয়া পূর্ববসন ৩৩৬ নং মৌজা, থানা- চন্দ্রঘোনা, উপজেলা- কাপ্তাই, জেলা- রাঙ্গামাটি। <box>60 1680 490 1715</box>
accused-cell: (১) উথোয়াই মার্মা, পিতা- মংপুইপ্রু মার্মা, সাং- পেকুয়া, পূর্ববসন, থানা- চন্দ্রঘোনা, জেলা- রাঙ্গামাটি। <box>824 1136 1275 1171</box>
case-cell: বন মামলা নং- ১১৮/২০১৩ (দঃ) ধারাঃ বন আইনের ২৬(১ক) উপঃ (খ) ও (ঘ) <box>490 1357 763 1392</box>
table-row <box>18 1611 763 1645</box>
signatory-name: মোহাম্মদ সামসুউদ্দীন খালেদ <box>1215 2285 1487 2313</box>
case-cell: বন মামলা নং- ২৫/২০১৪ (দঃ) ধারাঃ বন আইনের ২৬(১ক) উপঃ (খ), (ঘ) ও (ছ) ধারা <box>1275 526 1551 561</box>
table-row <box>18 1089 763 1123</box>
accused-cell: (১) মংসানু মারমা (পাগলার ভাই), পিতা- অংহ্লা মারমা, সাং- আগার পাড়া, (২) হ্লাসিং মারমা (নুর আলম), পিতা- সান্দু মারমা, সাং- পাইতুয়া পাড়া (আগার পাড়া), (৩) উথুসিং মারমা (রূপক), পিতা- মৃত সিংহ্লা মারমা, সাং- দুল্লুরীয়া পাড়া, (৪) উচিনু মারমা (আক), পিতা- উহ্লাথোয়াই মারমা, সাং- আগার পাড়া, সর্বথানা- চন্দ্রঘোনা, জেলা- রাঙ্গামাটি। <box>60 651 490 717</box>
accused-cell: (১) মোহাম্মদ হোসেন, পিতা- আব্দুর মোতালেব, (২) জাকির হোসেন, পিতা- আঃ রহিম বক্স, উভয়সাং- গবাছোলা, উভয়থানা- কোতয়ালী, (৩) আলী আজিম, পিতা- ইব্রাহিম মিয়া, সাং- বাজামাছোলা টিলা, থানা- কোতয়ালী, সর্বজেলা- রাঙ্গামাটি। <box>824 1205 1275 1255</box>
serial-cell: ১৪. <box>18 1054 60 1089</box>
case-cell: বন মামলা নং- ১১৫/২০১৩ (দঃ) ধারাঃ বন আইনের ২৬(১ক) উপঃ (খ) ও (ঘ) <box>490 1173 763 1238</box>
table-header-row <box>18 478 763 498</box>
table-row <box>782 1639 1551 1689</box>
accused-cell: (১) সজল দাশ, পিতা- ভূবন দাশ, সাং- জালিয়া পাড়া, থানা- কাপ্তাই, জেলা- রাঙ্গামাটি। <box>60 1611 490 1645</box>
accused-cell: (১) অনুপম চাকমা, পিতা- মৃত মঙ্গলচন্দ্র তঞ্চঙ্গ্যা, (২) চুমরাম চাকমা, পিতা- গুনরাম চাকমা, সাং- আড়াছড়ি, মুখপাড়া, সর্বথানা- চন্দ্রঘোনা, উপজেলা- কাপ্তাই, জেলা- রাঙ্গামাটি। <box>824 1255 1275 1290</box>
accused-cell: (১) অংচিং মার্মা, পিতা- চাইথুই মার্মা, সাং- চিৎমরম আগারপাড়া, থানা- চন্দ্রঘোনা, জেলা- রাঙ্গামাটি। <box>824 338 1275 372</box>
serial-cell: ২৭. <box>18 1611 60 1645</box>
serial-cell: ৩. <box>18 582 60 617</box>
table-row <box>18 1238 763 1273</box>
table-row <box>782 1052 1551 1102</box>
table-row <box>782 115 1551 150</box>
serial-cell: ৪১. <box>782 526 824 561</box>
serial-cell: ৬৪. <box>782 1489 824 1555</box>
serial-cell: ৪৫. <box>782 664 824 714</box>
serial-cell: ৫২. <box>782 967 824 1017</box>
branch-line: (জে.এম.শাখা) <box>333 148 447 170</box>
serial-cell: ৪৪. <box>782 630 824 664</box>
accused-cell: (১) জয়নাল, পিতা- অজ্ঞাত, (২) জসিম, পিতা- শামসুদ্দিন, উভয়সাং- গোবাছড়ি, উভয়থানা- কোতয়ালী, জেলা- রাঙ্গামাটি। <box>60 916 490 951</box>
accused-cell: (১) মংচাথুই মার্মা, পিতা- অংহ্লাচাই মারমা, (২) মংখ্যা মারমা, পিতা- অংসাং মারমা, (৩) মংহ্লা মারমা, পিতা- মংপ্রু মারমা, সর্বসাং- আগারপাড়া (চিৎমরম), সর্বথানা- চন্দ্রঘোনা, উপজেলা- কাপ্তাই, জেলা- রাঙ্গামাটি। <box>824 1290 1275 1340</box>
case-cell: বন মামলা নং- ৫২/২০১০ (দঃ) ধারাঃ বন আইনের ২৬(১ক) উপঃ (খ) ও (ঘ) <box>490 951 763 985</box>
serial-cell: ৩২. <box>782 184 824 219</box>
table-row <box>18 1680 763 1715</box>
accused-cell: (১) কিমা তঞ্চঙ্গ্যা, (২) বদু তঞ্চঙ্গ্যা, উভয়পিতা- বঙ্গলাল তঞ্চঙ্গ্যা, উভয় সাং- উলুছড়ি, (৩) জয়ন্ত(৩৫), পিতা- নবমোহন, সাং- বিলাইছড়ি, (৪) নবশীন চাকমা, পিতা- কাজুরা মোহন চাকমা, সাং- বিলাইছড়ি, সর্বথানা- বিলাইছড়ি, জেলা- রাঙ্গামাটি। <box>824 219 1275 269</box>
serial-cell: ২৪. <box>18 1461 60 1526</box>
case-cell: বন মামলা নং- ৩০/২০১৪ (দঃ) ধারাঃ বন আইনের ২৬(১ক) উপঃ (খ) ও (ঘ) ধারা <box>1275 150 1551 184</box>
table-row <box>782 442 1551 491</box>
case-cell: বন মামলা নং- ৩৫/২০১৩ (দঃ) ধারাঃ বন আইনের ২৬(১ক) উপঃ (খ) ও (ঘ) ধারা <box>1275 184 1551 219</box>
table-row <box>782 184 1551 219</box>
column-header-case: মামলা নম্বর ও ধারা <box>490 478 763 498</box>
date-block <box>946 8 1106 80</box>
accused-cell: (১) অজ্ঞাত মারমা, পিতা- মিজা অং মারমা, (২) পাইলা অং মারমা, পিতা- মৃত অংথোয়াই মারমা, (৩) আব্দুস সালাম, পিতা- মৃত চুলাহউর মিয়া, সর্বসাং- চন্দ্রঘোনা, পূর্ববসন পাড়া, সর্বথানা- চন্দ্রঘোনা, জেলা- রাঙ্গামাটি। <box>824 1639 1275 1689</box>
accused-cell: (১) জসিম, (২) শাহীন, উভয় পিতা- শামছুল হক, (৩) জয়নাল, পিতা- আব্দুল কাদের, সর্বসাং- গবছড়ি, সর্বথানা- কোতয়ালী, জেলা- রাঙ্গামাটি। <box>60 1089 490 1123</box>
serial-cell: ২৯. <box>18 1680 60 1715</box>
case-cell: বন মামলা নং- ১০৭/২০১৩ (দঃ) ধারাঃ বন আইনের ২৬(১ক) উপঃ (খ) ও (ঘ) <box>490 816 763 866</box>
table-row <box>782 1017 1551 1052</box>
serial-cell: ৫৯. <box>782 1255 824 1290</box>
table-row <box>782 1555 1551 1604</box>
table-row <box>18 985 763 1020</box>
accused-cell: (১) রাজচান্দ্র তঞ্চঙ্গ্যা, পিতা- সুস্মিত রাম তঞ্চঙ্গ্যা, সাং- আড়াছড়ি (চাইচাপাড়া), থানা- চন্দ্রঘোনা, উপজেলা- কাপ্তাই, জেলা- রাঙ্গামাটি। <box>824 933 1275 967</box>
accused-cell: (১) উথ্য থোয়াই মার্মা, পিতা- মংপুই প্রু মার্মা, সাং- পেকুয়া পূর্ববসন, থানা- চন্দ্রঘোনা, উপজেলা- কাপ্তাই, জেলা- রাঙ্গামাটি। <box>60 1645 490 1680</box>
table-row <box>782 933 1551 967</box>
table-row <box>782 491 1551 526</box>
table-row <box>18 1392 763 1427</box>
table-row <box>782 269 1551 303</box>
accused-cell: (১) সাচিং উ মারমা (সুজ), পিতা- কংওই সিং মারমা, সাং- মিস্ত্রিপাড়া, (২) অংথোয়ে সিং মারমা, পিতা- অংসাই মারমা, সাং- লংকার মুখ, (৩) অনিল মারমা, পিতা- মংসাজাই মারমা, ছাড়ী সাং- জলামছড়ি, (৪) হ্লাসি মারমা প্রকাশ মংচিং, পিতা- সান্দু মারমা (চন্দ্রঘোনা), সাং- নাইদুগপাড়া (আগারপাড়া), সর্বথানা- চন্দ্রঘোনা, জেলা- রাঙ্গামাটি। <box>60 1173 490 1238</box>
table-row <box>18 498 763 548</box>
case-cell: বন মামলা নং- ৪০/২০১৩ (দঃ) ধারাঃ বন আইনের ২৬(১ক) উপঃ (খ) ও (ঘ) <box>490 498 763 548</box>
accused-cell: (১) সাংপুইং মারমা, পিতা- কংথোইউ মার্মা, সাং- চিৎমরম, থানা- চন্দ্রঘোনা, জেলা- রাঙ্গামাটি। <box>824 1017 1275 1052</box>
column-header-case: মামলা নম্বর ও ধারা <box>1275 96 1551 115</box>
signature-block <box>1158 2282 1544 2368</box>
table-row <box>18 1020 763 1054</box>
accused-cell: (১) সুসেল মারমা এডেন, পিতা- হেইপ্রু মারমা, সাং- বর্গাছড়ি আগার বাগান পাড়া, থানা- কোতয়ালী, জেলা- রাঙ্গামাটি, (২) দিলীপ তঞ্চঙ্গ্যা, পিতা- কাঞ্চন তঞ্চঙ্গ্যা, সাং- আড়াছড়ি ডিতর পাড়া, থানা- চন্দ্রঘোনা, উপজেলা- কাপ্তাই, জেলা- রাঙ্গামাটি। <box>60 1123 490 1173</box>
